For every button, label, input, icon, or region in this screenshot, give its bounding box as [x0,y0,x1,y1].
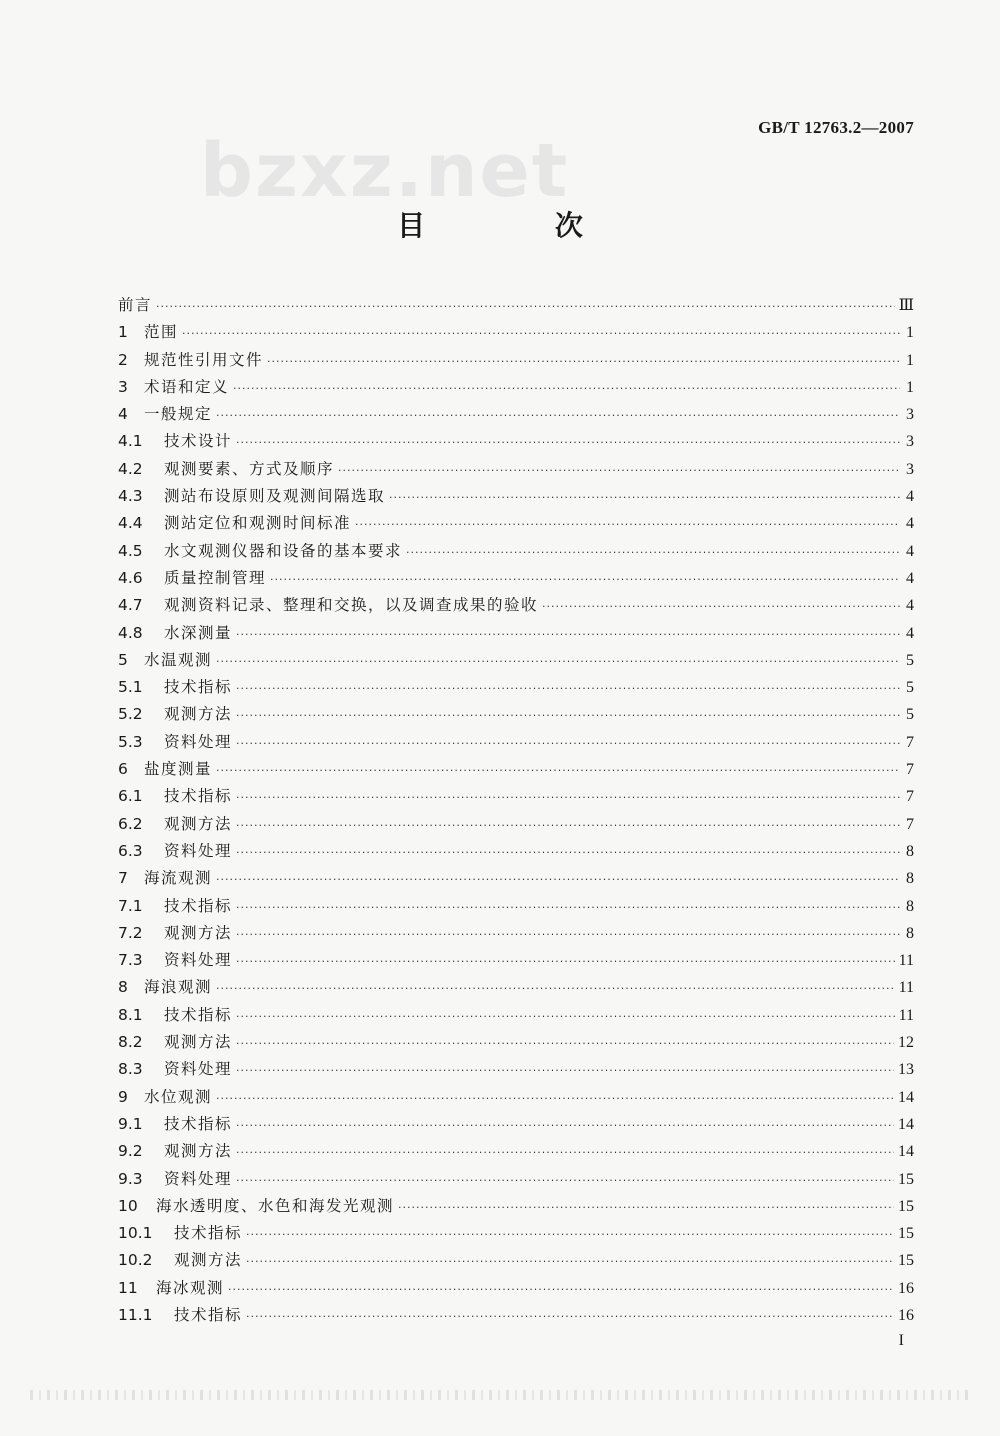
toc-leader-dots [236,846,900,859]
toc-entry-page: 8 [906,924,914,942]
toc-entry-page: 3 [906,433,914,451]
toc-entry-number: 9 [118,1087,128,1106]
toc-entry-label: 术语和定义 [144,377,230,396]
toc-entry-number: 4.4 [118,514,143,533]
toc-entry-page: 15 [898,1197,914,1215]
toc-leader-dots [236,1064,894,1077]
toc-leader-dots [236,682,900,695]
toc-entry-label: 水深测量 [164,623,233,642]
toc-entry-page: 7 [906,815,914,833]
watermark: bzxz.net [200,128,570,214]
toc-entry-number: 5.3 [118,732,143,751]
toc-entry[interactable] [118,784,914,811]
toc-entry-page: 16 [898,1279,914,1297]
toc-entry-label: 技术指标 [174,1224,243,1243]
toc-leader-dots [216,982,895,995]
toc-entry-label: 资料处理 [164,951,233,970]
toc-leader-dots [267,355,900,368]
toc-leader-dots [246,1310,894,1323]
toc-leader-dots [236,436,900,449]
toc-leader-dots [236,955,895,968]
toc-leader-dots [236,1010,895,1023]
toc-entry-label: 技术指标 [164,1005,233,1024]
toc-leader-dots [236,791,900,804]
toc-leader-dots [270,573,900,586]
toc-entry-number: 9.2 [118,1142,143,1161]
toc-entry-page: 14 [898,1088,914,1106]
toc-entry-number: 8.1 [118,1005,143,1024]
toc-leader-dots [216,409,900,422]
toc-entry-page: 16 [898,1306,914,1324]
toc-entry-page: 4 [906,597,914,615]
toc-entry-label: 范围 [144,323,179,342]
toc-entry-page: 15 [898,1170,914,1188]
toc-entry-number: 4 [118,405,128,424]
toc-entry-label: 资料处理 [164,1060,233,1079]
toc-entry-page: 14 [898,1115,914,1133]
toc-entry-page: 4 [906,542,914,560]
toc-leader-dots [236,928,900,941]
toc-entry-number: 2 [118,350,128,369]
toc-leader-dots [236,901,900,914]
toc-entry-label: 资料处理 [164,1169,233,1188]
toc-entry[interactable] [118,1003,914,1030]
toc-leader-dots [216,873,900,886]
toc-entry-page: 11 [898,952,914,970]
toc-entry-number: 4.6 [118,568,143,587]
toc-entry-label: 水文观测仪器和设备的基本要求 [164,541,403,560]
toc-entry[interactable] [118,375,914,402]
toc-entry-page: 15 [898,1225,914,1243]
toc-entry[interactable] [118,1194,914,1221]
toc-entry-number: 11.1 [118,1305,153,1324]
toc-entry-number: 4.3 [118,487,143,506]
toc-entry-label: 前言 [118,296,153,314]
toc-entry-label: 技术设计 [164,432,233,451]
toc-entry-label: 观测方法 [174,1251,243,1270]
toc-leader-dots [355,518,900,531]
toc-entry[interactable] [118,1112,914,1139]
toc-entry-page: 1 [906,324,914,342]
toc-entry-label: 一般规定 [144,405,213,424]
toc-entry-page: 8 [906,842,914,860]
toc-entry-number: 10 [118,1196,138,1215]
toc-entry-number: 4.1 [118,432,143,451]
toc-entry-label: 观测方法 [164,814,233,833]
page-folio: I [898,1332,904,1349]
toc-leader-dots [236,737,900,750]
toc-leader-dots [406,546,900,559]
toc-entry-number: 1 [118,323,128,342]
toc-entry-label: 观测方法 [164,1033,233,1052]
toc-leader-dots [236,819,900,832]
toc-entry-label: 技术指标 [164,896,233,915]
toc-entry-page: 1 [906,378,914,396]
toc-entry-page: 4 [906,569,914,587]
toc-entry-page: 7 [906,733,914,751]
toc-leader-dots [338,464,900,477]
toc-entry[interactable] [118,1248,914,1275]
toc-entry-page: 5 [906,706,914,724]
toc-entry[interactable] [118,539,914,566]
toc-entry[interactable] [118,948,914,975]
toc-entry[interactable] [118,1276,914,1303]
toc-leader-dots [228,1283,894,1296]
toc-entry-label: 技术指标 [164,678,233,697]
toc-entry-number: 8.3 [118,1060,143,1079]
toc-entry-number: 6.1 [118,787,143,806]
toc-entry-number: 4.7 [118,596,143,615]
toc-entry-page: 4 [906,488,914,506]
toc-entry-label: 海水透明度、水色和海发光观测 [156,1196,395,1215]
toc-entry[interactable] [118,566,914,593]
toc-entry-label: 观测方法 [164,705,233,724]
toc-entry-page: 14 [898,1143,914,1161]
toc-entry[interactable] [118,457,914,484]
toc-entry[interactable] [118,429,914,456]
toc-entry[interactable] [118,293,914,320]
toc-leader-dots [236,1119,894,1132]
table-of-contents [118,293,914,1330]
toc-entry[interactable] [118,1030,914,1057]
toc-entry[interactable] [118,1167,914,1194]
toc-entry-number: 10.1 [118,1224,153,1243]
toc-entry-label: 资料处理 [164,841,233,860]
toc-entry-number: 7.3 [118,951,143,970]
toc-entry-label: 水位观测 [144,1087,213,1106]
toc-entry[interactable] [118,866,914,893]
toc-entry-label: 观测方法 [164,1142,233,1161]
toc-entry-number: 3 [118,377,128,396]
toc-entry-number: 4.2 [118,459,143,478]
toc-entry[interactable] [118,839,914,866]
toc-entry[interactable] [118,511,914,538]
toc-entry-page: Ⅲ [898,297,914,314]
toc-leader-dots [216,764,900,777]
toc-entry-number: 4.8 [118,623,143,642]
scan-artifact [30,1390,970,1400]
toc-leader-dots [182,327,900,340]
toc-entry-page: 3 [906,460,914,478]
toc-leader-dots [389,491,900,504]
toc-entry[interactable] [118,1085,914,1112]
toc-entry[interactable] [118,593,914,620]
toc-leader-dots [216,1092,894,1105]
toc-entry[interactable] [118,675,914,702]
toc-entry-label: 观测要素、方式及顺序 [164,459,335,478]
toc-entry-label: 观测资料记录、整理和交换，以及调查成果的验收 [164,596,539,615]
toc-leader-dots [246,1228,894,1241]
toc-entry-number: 10.2 [118,1251,153,1270]
toc-entry-page: 4 [906,515,914,533]
toc-entry[interactable] [118,320,914,347]
toc-entry-label: 盐度测量 [144,760,213,779]
toc-entry-page: 4 [906,624,914,642]
toc-entry-label: 水温观测 [144,650,213,669]
toc-entry[interactable] [118,1057,914,1084]
toc-entry[interactable] [118,348,914,375]
toc-leader-dots [236,1174,894,1187]
toc-leader-dots [236,709,900,722]
toc-entry-label: 质量控制管理 [164,568,267,587]
toc-entry-page: 12 [898,1034,914,1052]
toc-entry-number: 6.2 [118,814,143,833]
toc-entry-number: 6.3 [118,841,143,860]
toc-entry-page: 15 [898,1252,914,1270]
toc-entry[interactable] [118,484,914,511]
toc-leader-dots [236,628,900,641]
toc-entry[interactable] [118,702,914,729]
toc-entry-page: 5 [906,679,914,697]
toc-entry[interactable] [118,1303,914,1330]
toc-entry-page: 7 [906,788,914,806]
toc-entry-number: 11 [118,1278,138,1297]
toc-entry[interactable] [118,1139,914,1166]
toc-entry-label: 技术指标 [174,1305,243,1324]
toc-entry-label: 规范性引用文件 [144,350,264,369]
toc-entry[interactable] [118,648,914,675]
toc-entry[interactable] [118,730,914,757]
toc-entry[interactable] [118,975,914,1002]
toc-entry[interactable] [118,402,914,429]
toc-entry-page: 5 [906,651,914,669]
toc-entry-number: 5 [118,650,128,669]
page-title: 目 次 [397,209,643,242]
toc-entry-number: 9.3 [118,1169,143,1188]
toc-entry[interactable] [118,812,914,839]
toc-entry-number: 8 [118,978,128,997]
toc-leader-dots [236,1146,894,1159]
toc-entry-label: 技术指标 [164,787,233,806]
toc-entry-number: 7 [118,869,128,888]
toc-entry-page: 7 [906,761,914,779]
toc-entry-label: 测站定位和观测时间标准 [164,514,352,533]
toc-entry-label: 技术指标 [164,1114,233,1133]
toc-leader-dots [156,300,895,313]
toc-leader-dots [236,1037,894,1050]
toc-entry-number: 5.2 [118,705,143,724]
toc-entry-page: 1 [906,351,914,369]
toc-entry-number: 4.5 [118,541,143,560]
toc-entry-number: 6 [118,760,128,779]
toc-entry-page: 3 [906,406,914,424]
toc-entry[interactable] [118,1221,914,1248]
toc-entry[interactable] [118,757,914,784]
toc-entry-page: 8 [906,897,914,915]
toc-entry-page: 11 [898,1006,914,1024]
toc-entry[interactable] [118,894,914,921]
toc-entry-page: 8 [906,870,914,888]
toc-leader-dots [233,382,900,395]
toc-leader-dots [216,655,900,668]
toc-leader-dots [246,1255,894,1268]
toc-entry-label: 观测方法 [164,923,233,942]
toc-leader-dots [398,1201,894,1214]
toc-entry-page: 11 [898,979,914,997]
toc-entry-label: 测站布设原则及观测间隔选取 [164,487,386,506]
standard-number: GB/T 12763.2—2007 [758,118,914,137]
toc-entry-label: 海浪观测 [144,978,213,997]
toc-entry-label: 海冰观测 [156,1278,225,1297]
toc-entry[interactable] [118,621,914,648]
toc-entry-label: 资料处理 [164,732,233,751]
toc-entry-number: 7.1 [118,896,143,915]
toc-leader-dots [542,600,900,613]
toc-entry-number: 8.2 [118,1033,143,1052]
toc-entry-number: 7.2 [118,923,143,942]
toc-entry-label: 海流观测 [144,869,213,888]
toc-entry-number: 9.1 [118,1114,143,1133]
toc-entry[interactable] [118,921,914,948]
toc-entry-page: 13 [898,1061,914,1079]
toc-entry-number: 5.1 [118,678,143,697]
